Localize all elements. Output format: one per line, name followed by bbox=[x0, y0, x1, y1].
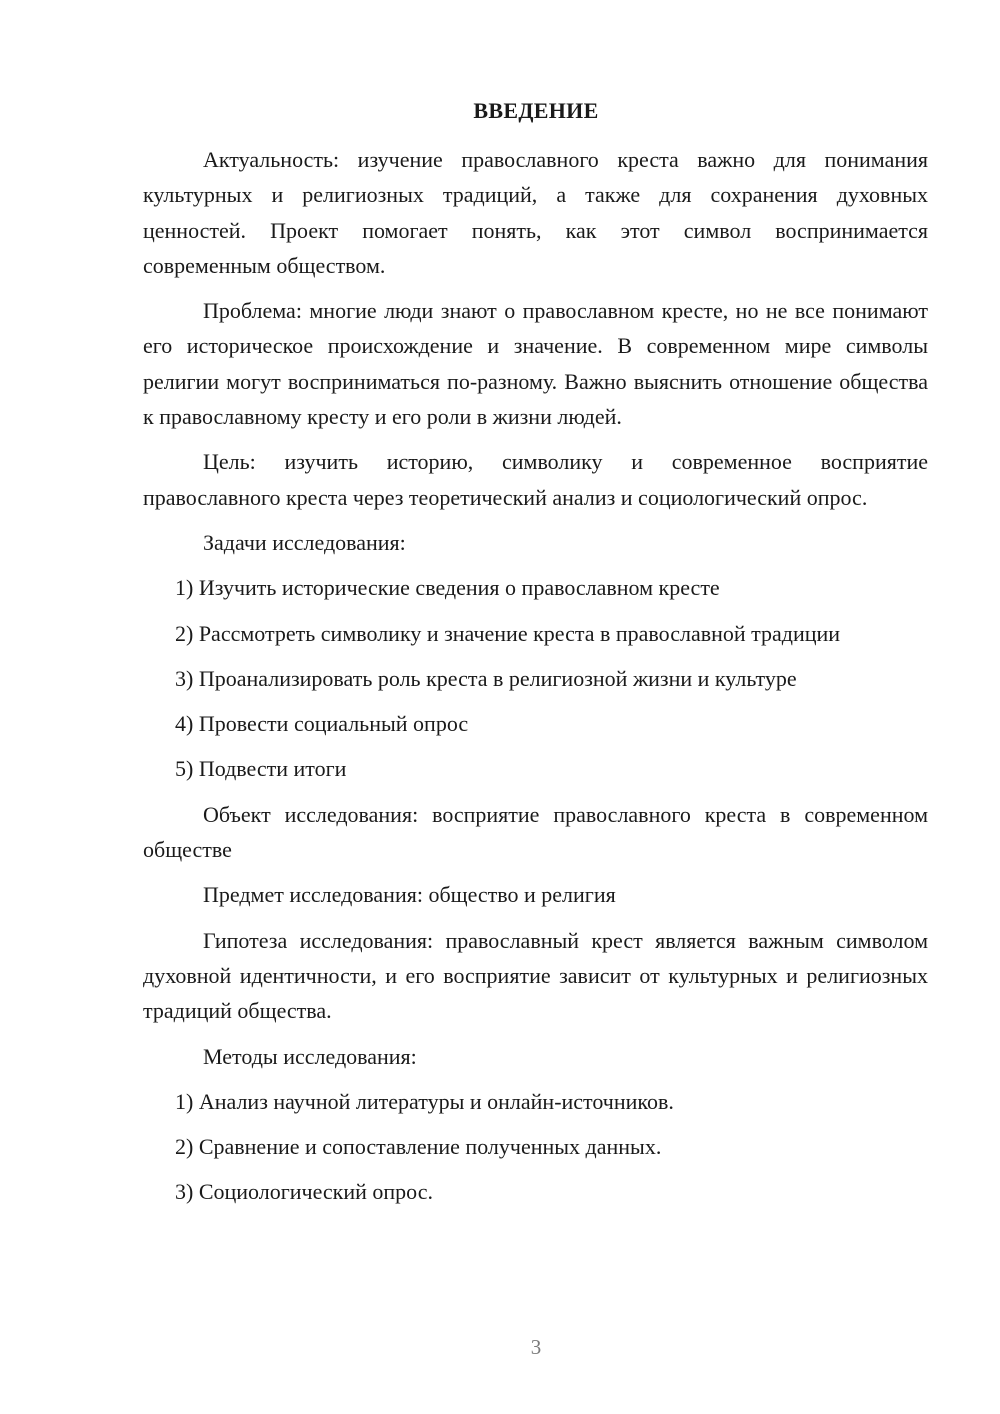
methods-list bbox=[143, 1084, 928, 1210]
document-body bbox=[143, 142, 928, 1220]
relevance-paragraph: Актуальность: изучение православного креста важно для понимания культурных и религиозных традиций, а также для сохранения духовных ценностей. Проект помогает понять, как этот символ воспринимается современным обществом. bbox=[143, 147, 928, 278]
problem-paragraph: Проблема: многие люди знают о православном кресте, но не все понимают его историческое происхождение и значение. В современном мире символы религии могут восприниматься по-разному. Важно выяснить отношение общества к православному кресту и его роли в жизни людей. bbox=[143, 298, 928, 430]
page-number: 3 bbox=[530, 1335, 542, 1359]
list-item: 2) Рассмотреть символику и значение креста в православной традиции bbox=[175, 620, 841, 646]
subject-paragraph: Предмет исследования: общество и религия bbox=[203, 882, 616, 908]
list-item: 3) Проанализировать роль креста в религиозной жизни и культуре bbox=[175, 665, 797, 691]
list-item: 1) Изучить исторические сведения о православном кресте bbox=[175, 575, 720, 601]
tasks-heading: Задачи исследования: bbox=[203, 529, 406, 555]
list-item: 3) Социологический опрос. bbox=[175, 1179, 433, 1205]
page-title: ВВЕДЕНИЕ bbox=[473, 98, 599, 123]
tasks-list bbox=[143, 570, 928, 786]
list-item: 1) Анализ научной литературы и онлайн-источников. bbox=[175, 1088, 674, 1114]
goal-paragraph: Цель: изучить историю, символику и современное восприятие православного креста через теоретический анализ и социологический опрос. bbox=[143, 449, 928, 510]
list-item: 4) Провести социальный опрос bbox=[175, 711, 469, 737]
object-paragraph: Объект исследования: восприятие православного креста в современном обществе bbox=[143, 801, 928, 863]
methods-heading: Методы исследования: bbox=[203, 1043, 417, 1069]
list-item: 2) Сравнение и сопоставление полученных данных. bbox=[175, 1134, 662, 1160]
list-item: 5) Подвести итоги bbox=[175, 756, 347, 782]
hypothesis-paragraph: Гипотеза исследования: православный крест является важным символом духовной идентичности, и его восприятие зависит от культурных и религиозных традиций общества. bbox=[143, 927, 928, 1024]
